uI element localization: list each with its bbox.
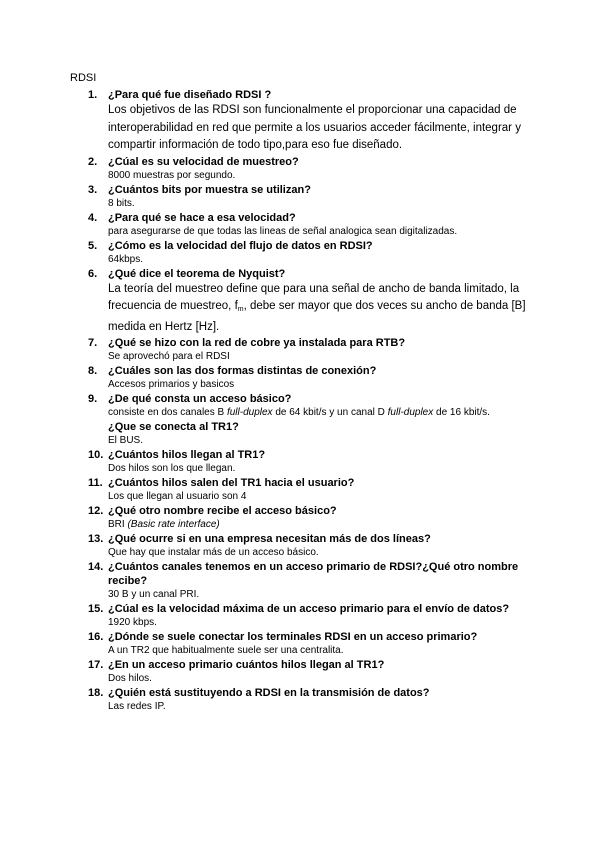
qa-item-15 <box>88 602 528 630</box>
answer: 1920 kbps. <box>108 617 157 628</box>
answer: Dos hilos son los que llegan. <box>108 463 236 474</box>
qa-item-6 <box>88 267 528 337</box>
item-number: 2. <box>88 155 98 168</box>
question: ¿Cuáles son las dos formas distintas de conexión? <box>108 365 377 377</box>
answer-text: La teoría del muestreo define que para una señal de ancho de banda limitado, la frecuencia de muestreo, f <box>108 282 520 312</box>
question: ¿Para qué fue diseñado RDSI ? <box>108 89 272 101</box>
answer-text: de 16 kbit/s. <box>433 407 490 418</box>
question: ¿Cúal es su velocidad de muestreo? <box>108 155 299 168</box>
answer: Que hay que instalar más de un acceso básico. <box>108 547 319 558</box>
answer: Los objetivos de las RDSI son funcionalmente el proporcionar una capacidad de interoperabilidad en red que permite a los usuarios acceder fácilmente, integrar y compartir información de todo tipo,para eso fue diseñado. <box>108 104 521 151</box>
item-number: 4. <box>88 211 98 224</box>
item-number: 18. <box>88 687 104 699</box>
item-number: 12. <box>88 505 104 517</box>
question: ¿Cuántos bits por muestra se utilizan? <box>108 183 311 196</box>
question: ¿Qué otro nombre recibe el acceso básico? <box>108 505 337 517</box>
answer: El BUS. <box>108 435 144 446</box>
item-number: 8. <box>88 365 98 377</box>
item-number: 7. <box>88 337 98 349</box>
question: ¿Cúal es la velocidad máxima de un acceso primario para el envío de datos? <box>108 603 510 615</box>
answer: Los que llegan al usuario son 4 <box>108 491 247 502</box>
qa-item-11 <box>88 476 528 504</box>
qa-item-8 <box>88 364 528 392</box>
answer-text: de 64 kbit/s y un canal D <box>272 407 388 418</box>
item-number: 9. <box>88 393 98 405</box>
question: ¿Cuántos hilos salen del TR1 hacia el usuario? <box>108 477 355 489</box>
qa-item-12 <box>88 504 528 532</box>
item-number: 14. <box>88 561 104 573</box>
answer-italic: full-duplex <box>387 407 434 418</box>
question: ¿En un acceso primario cuántos hilos llegan al TR1? <box>108 659 385 671</box>
qa-item-16 <box>88 630 528 658</box>
answer: Dos hilos. <box>108 673 152 684</box>
item-number: 13. <box>88 533 104 545</box>
question: ¿De qué consta un acceso básico? <box>108 393 292 405</box>
qa-item-3 <box>88 183 528 211</box>
item-number: 11. <box>88 477 103 489</box>
question-list <box>88 88 528 714</box>
qa-item-7 <box>88 336 528 364</box>
item-number: 10. <box>88 449 104 461</box>
answer <box>108 406 528 420</box>
question: ¿Cuántos hilos llegan al TR1? <box>108 449 266 461</box>
answer: 64kbps. <box>108 253 144 265</box>
question: ¿Cuántos canales tenemos en un acceso primario de RDSI?¿Qué otro nombre recibe? <box>108 561 519 587</box>
answer: 8 bits. <box>108 197 135 209</box>
question: ¿Qué se hizo con la red de cobre ya instalada para RTB? <box>108 337 406 349</box>
item-number: 16. <box>88 631 104 643</box>
qa-item-1 <box>88 88 528 155</box>
answer: A un TR2 que habitualmente suele ser una centralita. <box>108 645 344 656</box>
answer: 8000 muestras por segundo. <box>108 169 236 181</box>
answer-text: , debe ser mayor que dos veces su ancho de banda [B] medida en Hertz [Hz]. <box>108 300 526 333</box>
question: ¿Cómo es la velocidad del flujo de datos en RDSI? <box>108 239 373 252</box>
qa-item-13 <box>88 532 528 560</box>
question: ¿Que se conecta al TR1? <box>108 421 239 433</box>
answer-text: BRI <box>108 519 128 530</box>
answer: Accesos primarios y basicos <box>108 379 235 390</box>
answer: 30 B y un canal PRI. <box>108 589 200 600</box>
item-number: 15. <box>88 603 104 615</box>
document-title: RDSI <box>70 72 97 84</box>
item-number: 6. <box>88 267 98 280</box>
qa-item-18 <box>88 686 528 714</box>
qa-item-2 <box>88 155 528 183</box>
item-number: 3. <box>88 183 98 196</box>
answer: para asegurarse de que todas las lineas de señal analogica sean digitalizadas. <box>108 225 458 237</box>
answer <box>108 281 528 337</box>
answer <box>108 518 528 532</box>
item-number: 5. <box>88 239 98 252</box>
qa-item-5 <box>88 239 528 267</box>
question: ¿Para qué se hace a esa velocidad? <box>108 211 296 224</box>
answer-italic: (Basic rate interface) <box>127 519 220 530</box>
qa-item-14 <box>88 560 528 602</box>
question: ¿Qué ocurre si en una empresa necesitan más de dos líneas? <box>108 533 431 545</box>
item-number: 1. <box>88 89 98 101</box>
qa-item-10 <box>88 448 528 476</box>
qa-item-4 <box>88 211 528 239</box>
answer-text: consiste en dos canales B <box>108 407 227 418</box>
question: ¿Qué dice el teorema de Nyquist? <box>108 267 286 280</box>
answer-italic: full-duplex <box>226 407 273 418</box>
item-number: 17. <box>88 659 104 671</box>
qa-item-17 <box>88 658 528 686</box>
answer: Se aprovechó para el RDSI <box>108 351 230 362</box>
question: ¿Dónde se suele conectar los terminales RDSI en un acceso primario? <box>108 631 478 643</box>
qa-item-9 <box>88 392 528 448</box>
subscript: m <box>237 306 244 313</box>
question: ¿Quién está sustituyendo a RDSI en la transmisión de datos? <box>108 687 430 699</box>
answer: Las redes IP. <box>108 701 166 712</box>
